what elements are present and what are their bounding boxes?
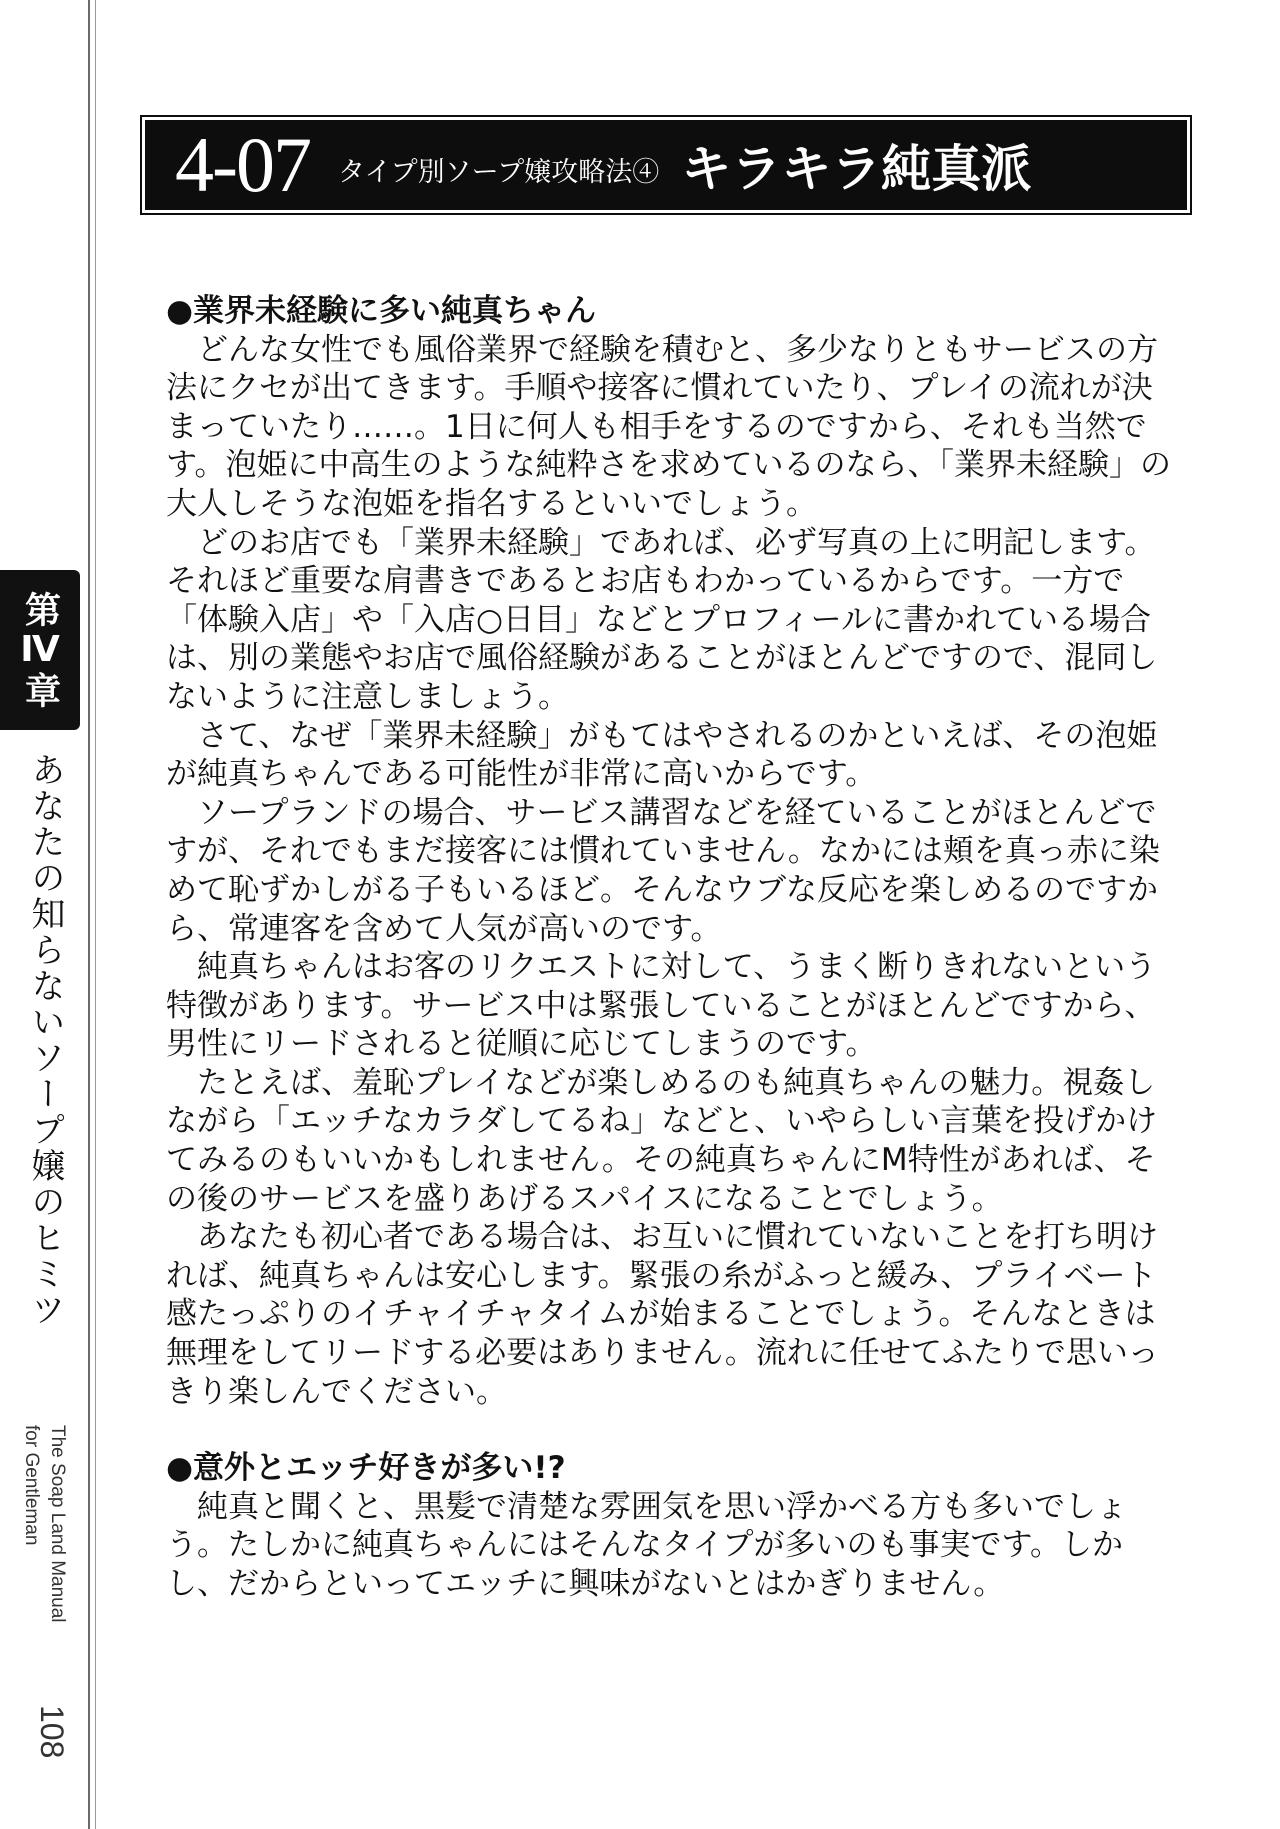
paragraph-7: あなたも初心者である場合は、お互いに慣れていないことを打ち明ければ、純真ちゃんは安心します。緊張の糸がふっと緩み、プライベート感たっぷりのイチャイチャタイムが始まることでしょう。そんなときは無理をしてリードする必要はありません。流れに任せてふたりで思いっきり楽しんでください。 [166, 1219, 1159, 1410]
chapter-subtitle: あなたの知らないソープ嬢のヒミツ [25, 752, 65, 1328]
section-title-bar [142, 117, 1190, 213]
paragraph-5: 純真ちゃんはお客のリクエストに対して、うまく断りきれないという特徴があります。サービス中は緊張していることがほとんどですから、男性にリードされると従順に応じてしまうのです。 [166, 949, 1157, 1063]
book-title-line1: The Soap Land Manual [47, 1425, 68, 1623]
paragraph-1: どんな女性でも風俗業界で経験を積むと、多少なりともサービスの方法にクセが出てきます。手順や接客に慣れていたり、プレイの流れが決まっていたり……。1日に何人も相手をするのですから、それも当然です。泡姫に中高生のような純粋さを求めているのなら、「業界未経験」の大人しそうな泡姫を指名するといいでしょう。 [166, 331, 1172, 522]
book-title-line2: for Gentleman [21, 1425, 42, 1546]
article-body [166, 292, 1176, 1604]
paragraph-8: 純真と聞くと、黒髪で清楚な雰囲気を思い浮かべる方も多いでしょう。たしかに純真ちゃんにはそんなタイプが多いのも事実です。しかし、だからといってエッチに興味がないとはかぎりません。 [166, 1488, 1127, 1602]
chapter-label: 第Ⅳ章 [19, 590, 61, 710]
heading-2: ●意外とエッチ好きが多い!? [166, 1450, 566, 1487]
paragraph-2: どのお店でも「業界未経験」であれば、必ず写真の上に明記します。それほど重要な肩書きであるとお店もわかっているからです。一方で「体験入店」や「入店○日目」などとプロフィールに書かれている場合は、別の業態やお店で風俗経験があることがほとんどですので、混同しないように注意しましょう。 [166, 524, 1158, 715]
section-subtitle: タイプ別ソープ嬢攻略法④ [337, 156, 660, 188]
paragraph-3: さて、なぜ「業界未経験」がもてはやされるのかといえば、その泡姫が純真ちゃんである可能性が非常に高いからです。 [166, 717, 1158, 793]
paragraph-6: たとえば、羞恥プレイなどが楽しめるのも純真ちゃんの魅力。視姦しながら「エッチなカラダしてるね」などと、いやらしい言葉を投げかけてみるのもいいかもしれません。その純真ちゃんにM特性があれば、その後のサービスを盛りあげるスパイスになることでしょう。 [166, 1064, 1158, 1217]
page-number: 108 [34, 1705, 70, 1759]
section-number: 4-07 [175, 121, 310, 208]
book-title [10, 1425, 70, 1645]
section-gap [166, 1411, 1176, 1449]
section-title: キラキラ純真派 [681, 140, 1032, 198]
chapter-tab [0, 570, 80, 730]
paragraph-4: ソープランドの場合、サービス講習などを経ていることがほとんどですが、それでもまだ接客には慣れていません。なかには頬を真っ赤に染めて恥ずかしがる子もいるほど。そんなウブな反応を楽しめるのですから、常連客を含めて人気が高いのです。 [166, 794, 1160, 947]
margin-rule [88, 0, 90, 1829]
heading-1: ●業界未経験に多い純真ちゃん [166, 293, 597, 329]
margin-rule-inner [95, 0, 96, 1829]
